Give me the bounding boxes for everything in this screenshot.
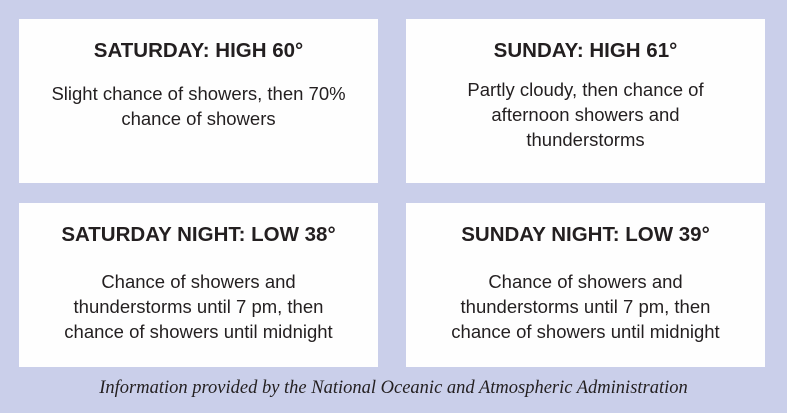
- forecast-title: SUNDAY NIGHT: LOW 39°: [461, 223, 710, 246]
- forecast-title: SUNDAY: HIGH 61°: [493, 39, 678, 62]
- forecast-description: Slight chance of showers, then 70% chance of showers: [51, 83, 346, 129]
- forecast-title: SATURDAY: HIGH 60°: [93, 39, 304, 62]
- forecast-title: SATURDAY NIGHT: LOW 38°: [61, 223, 336, 246]
- forecast-card-saturday: [19, 19, 378, 183]
- forecast-description: Chance of showers and thunderstorms until 7 pm, then chance of showers until midnight: [64, 271, 333, 342]
- forecast-description: Chance of showers and thunderstorms until 7 pm, then chance of showers until midnight: [451, 271, 720, 342]
- forecast-card-sunday-night: [406, 203, 765, 367]
- forecast-card-saturday-night: [19, 203, 378, 367]
- forecast-description: Partly cloudy, then chance of afternoon showers and thunderstorms: [467, 79, 704, 150]
- source-attribution: Information provided by the National Oceanic and Atmospheric Administration: [99, 378, 688, 398]
- forecast-card-sunday: [406, 19, 765, 183]
